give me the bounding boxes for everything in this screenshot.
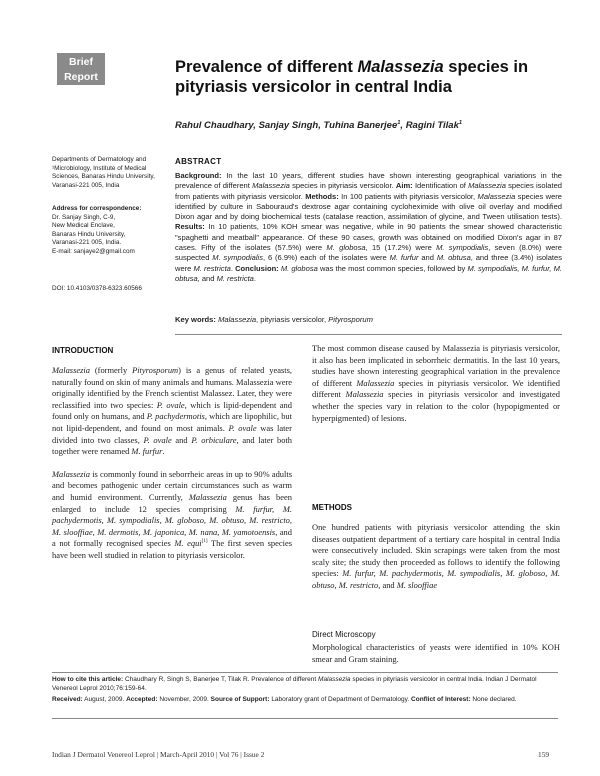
keywords: Key words: Malassezia, pityriasis versicolor, Pityrosporum [175,315,373,324]
abstract-heading: ABSTRACT [175,157,222,166]
page-number: 159 [538,750,550,759]
badge-line-1: Brief [69,56,93,68]
article-type-badge [57,53,105,85]
introduction-heading: INTRODUCTION [52,346,114,355]
received-info: Received: August, 2009. Accepted: November, 2009. Source of Support: Laboratory grant of Department of Dermatology. Conflict of Interest: None declared. [52,696,517,704]
abstract-body: Background: In the last 10 years, different studies have shown interesting geographical variations in the prevalence of different Malassezia species in pityriasis versicolor. Aim: Identification of Malassezia species isolated from patients with pityriasis versicolor. Methods: In 100 patients with pityriasis versicolor, Malassezia species were identified by culture in Sabouraud's dextrose agar containing cycloheximide with olive oil overlay and modified Dixon agar and by doing biochemical tests (catalase reaction, assimilation of glycine, and Tween utilisation tests). Results: In 10 patients, 10% KOH smear was negative, while in 90 patients the smear showed characteristic "spaghetti and meatball" appearance. Of these 90 cases, growth was obtained on modified Dixon's agar in 87 cases. Fifty of the isolates (57.5%) were M. globosa, 15 (17.2%) were M. sympodialis, seven (8.0%) were suspected M. sympodialis, 6 (6.9%) each of the isolates were M. furfur and M. obtusa, and three (3.4%) isolates were M. restricta. Conclusion: M. globosa was the most common species, followed by M. sympodialis, M. furfur, M. obtusa, and M. restricta. [175,171,562,283]
abstract-divider [175,334,562,335]
methods-body [312,522,560,592]
author-list: Rahul Chaudhary, Sanjay Singh, Tuhina Banerjee$^1$, Ragini Tilak$^1$ [175,119,463,131]
correspondence-line: New Medical Enclave, [52,222,115,230]
affiliation: Departments of Dermatology and ¹Microbiology, Institute of Medical Sciences, Banaras Hindu University, Varanasi-221 005, India [52,156,155,189]
citation-divider-bottom [52,718,558,719]
right-column-body [312,343,560,424]
citation-divider-top [52,672,558,673]
paragraph: Malassezia (formerly Pityrosporum) is a genus of related yeasts, naturally found on skin of many animals and humans. Malassezia were originally identified by the French scientist Malassez. Later, they were reclassified into two species: P. ovale, which is lipid-dependent and found only on humans, and P. pachydermotis, which are lipophilic, but not lipid-dependent, and found on most animals. P. ovale was later divided into two classes, P. ovale and P. orbiculare, and later both together were renamed M. furfur. [52,365,293,457]
paragraph: The most common disease caused by Malassezia is pityriasis versicolor, it also has been implicated in seborrheic dermatitis. In the last 10 years, studies have shown interesting geographical variation in the prevalence of different Malassezia species in pityriasis versicolor. We identified different Malassezia species in pityriasis versicolor and investigated whether the species vary in relation to the color (hypopigmented or hyperpigmented) of lesions. [312,343,560,423]
correspondence-line: Dr. Sanjay Singh, C-9, [52,213,116,221]
direct-microscopy-heading: Direct Microscopy [312,630,376,639]
correspondence-line: Varanasi-221 005, India. [52,239,122,247]
methods-heading: METHODS [312,503,352,512]
direct-microscopy-body [312,642,560,665]
correspondence-heading: Address for correspondence: [52,205,142,212]
badge-line-2: Report [64,71,98,83]
how-to-cite: How to cite this article: Chaudhary R, Singh S, Banerjee T, Tilak R. Prevalence of different Malassezia species in pityriasis versicolor in central India. Indian J Dermatol Venereol Leprol 2010;76:159-64. [52,676,537,692]
correspondence-block [52,205,168,257]
doi[interactable]: DOI: 10.4103/0378-6323.60566 [52,285,142,292]
paragraph: Malassezia is commonly found in seborrheic areas in up to 90% adults and becomes pathogenic under certain circumstances such as warm and humid environment. Currently, Malassezia genus has been enlarged to include 12 species comprising M. furfur, M. pachydermotis, M. sympodialis, M. globoso, M. obtuso, M. restricto, M. slooffiae, M. dermotis, M. japonica, M. nana, M. yamotoensis, and a not formally recognised species M. equi[1] The first seven species have been well studied in relation to pityriasis versicolor. [52,468,292,560]
paragraph: Morphological characteristics of yeasts were identified in 10% KOH smear and Gram staining. [312,642,560,664]
journal-footer: Indian J Dermatol Venereol Leprol | March-April 2010 | Vol 76 | Issue 2 [52,750,265,759]
introduction-body [52,365,292,562]
correspondence-email[interactable]: E-mail: sanjaye2@gmail.com [52,247,135,255]
correspondence-line: Banaras Hindu University, [52,230,126,238]
citation-box [52,676,558,708]
article-title: Prevalence of different Malassezia species in pityriasis versicolor in central India [175,58,529,96]
paragraph: One hundred patients with pityriasis versicolor attending the skin diseases outpatient department of a tertiary care hospital in central India were consecutively included. Skin scrapings were taken from the most scaly site; the study then proceeded as follows to identify the following species: M. furfur, M. pachydermotis, M. sympodialis, M. globoso, M. obtuso, M. restricto, and M. slooffiae [312,522,560,590]
